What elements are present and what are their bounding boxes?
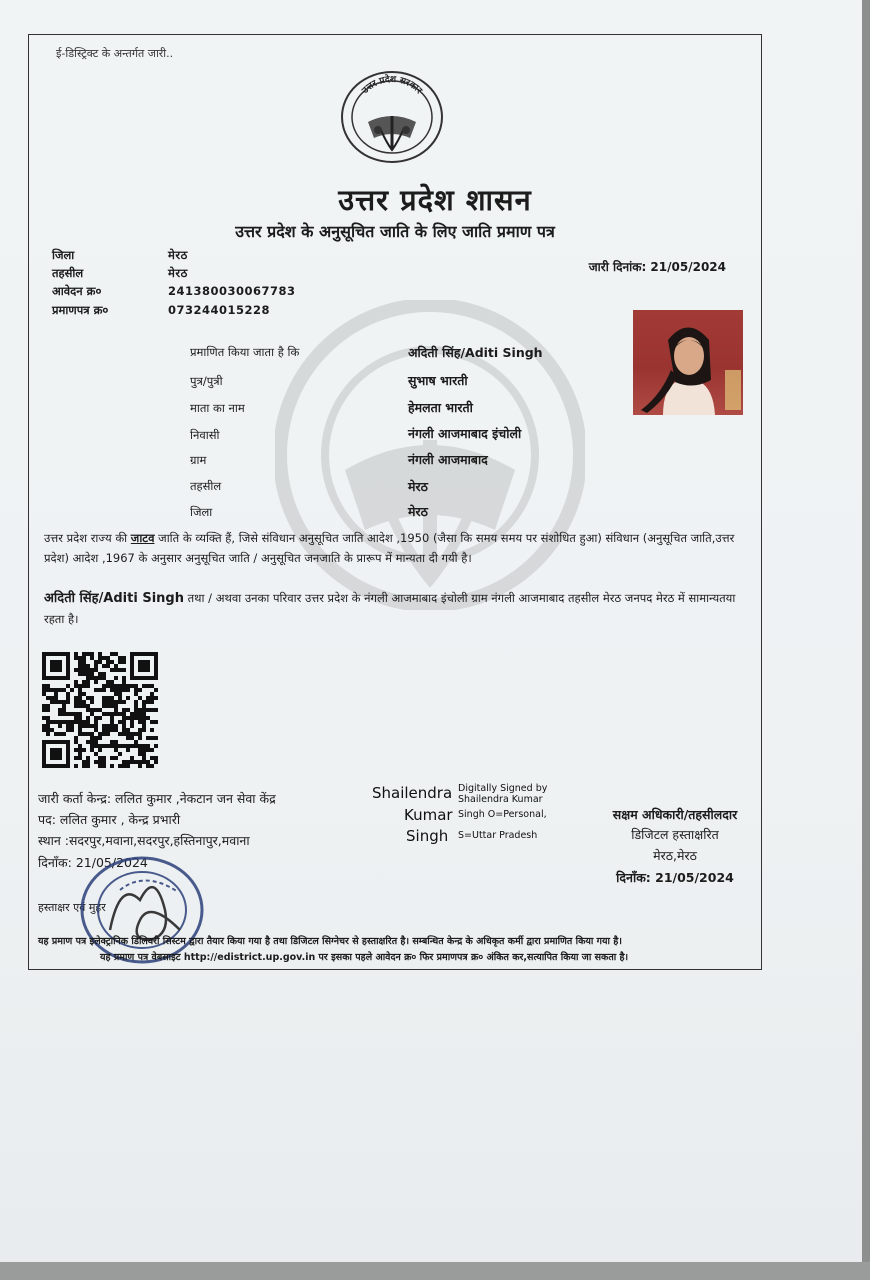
applicant-name-inline: अदिती सिंह/Aditi Singh	[44, 591, 184, 606]
detail-label: प्रमाणित किया जाता है कि	[190, 345, 300, 359]
signature-note-1: Digitally Signed by	[458, 783, 548, 794]
application-number-value: 241380030067783	[168, 284, 296, 298]
signature-note-2: Shailendra Kumar	[458, 794, 543, 805]
district-value: मेरठ	[168, 248, 188, 262]
tehsil-label: तहसील	[52, 266, 84, 280]
certificate-number-label: प्रमाणपत्र क्र०	[52, 303, 109, 317]
village: नंगली आजमाबाद	[408, 452, 488, 467]
text-segment: उत्तर प्रदेश राज्य की	[44, 531, 131, 545]
certificate-number-value: 073244015228	[168, 303, 271, 317]
page-edge-shadow	[0, 1262, 870, 1280]
government-title: उत्तर प्रदेश शासन	[338, 183, 532, 217]
designation: पद: ललित कुमार , केन्द्र प्रभारी	[38, 812, 181, 827]
tehsil-value: मेरठ	[168, 266, 188, 280]
digital-signature	[372, 782, 562, 852]
detail-label: जिला	[190, 505, 213, 519]
up-govt-emblem-icon	[340, 70, 444, 164]
emblem-text: उत्तर प्रदेश सरकार	[360, 74, 424, 97]
top-note: ई-डिस्ट्रिक्ट के अन्तर्गत जारी..	[56, 47, 174, 60]
detail-label: तहसील	[190, 479, 222, 493]
district-label: जिला	[52, 248, 75, 262]
detail-label: ग्राम	[190, 453, 207, 467]
mother-name: हेमलता भारती	[408, 400, 473, 415]
signature-note-3: Singh O=Personal,	[458, 809, 547, 820]
sign-and-seal-label: हस्ताक्षर एवं मुहर	[38, 901, 106, 914]
caste-declaration	[44, 528, 756, 568]
detail-label: निवासी	[190, 428, 220, 442]
issue-date-right: दिनाँक: 21/05/2024	[616, 870, 734, 885]
detail-label: पुत्र/पुत्री	[190, 374, 223, 388]
issue-date-left: दिनाँक: 21/05/2024	[38, 855, 148, 870]
signature-note-4: S=Uttar Pradesh	[458, 830, 538, 841]
issue-date: जारी दिनांक: 21/05/2024	[588, 260, 726, 274]
residence-declaration	[44, 588, 756, 629]
parent-name: सुभाष भारती	[408, 373, 468, 388]
applicant-name: अदिती सिंह/Aditi Singh	[408, 345, 543, 360]
qr-code	[40, 652, 160, 768]
resident-of: नंगली आजमाबाद इंचोली	[408, 426, 522, 441]
competent-authority: सक्षम अधिकारी/तहसीलदार	[612, 807, 738, 822]
certificate-title: उत्तर प्रदेश के अनुसूचित जाति के लिए जाति प्रमाण पत्र	[235, 222, 555, 241]
signer-name-line3: Singh	[406, 827, 449, 845]
caste-name: जाटव	[130, 531, 155, 545]
text-segment: जाति के व्यक्ति हैं, जिसे संविधान अनुसूचित जाति आदेश ,1950 (जैसा कि समय समय पर संशोधित हुआ) संविधान (अनुसूचित जाति,उत्तर प्रदेश) आदेश ,1967 के अनुसार अनुसूचित जाति / अनुसूचित जनजाति के प्रारूप में मान्यता दी गयी है।	[44, 531, 735, 565]
digitally-signed-label: डिजिटल हस्ताक्षरित	[631, 827, 719, 842]
applicant-photo	[633, 310, 743, 415]
tehsil: मेरठ	[408, 479, 428, 494]
signer-name-line1: Shailendra	[372, 784, 453, 802]
issuing-center: जारी कर्ता केन्द्र: ललित कुमार ,नेकटान जन सेवा केंद्र	[38, 791, 276, 806]
disclaimer-line1: यह प्रमाण पत्र इलेक्ट्रानिक डिलिवरी सिस्टम द्वारा तैयार किया गया है तथा डिजिटल सिग्नेचर से हस्ताक्षरित है। सम्बन्धित केन्द्र के अधिकृत कर्मी द्वारा प्रमाणित किया गया है।	[38, 936, 622, 947]
page-edge-shadow	[862, 0, 870, 1280]
text-segment: तथा / अथवा उनका परिवार उत्तर प्रदेश के नंगली आजमाबाद इंचोली ग्राम नंगली आजमाबाद तहसील मेरठ जनपद मेरठ में सामान्यतया रहता है।	[44, 591, 736, 626]
signer-name-line2: Kumar	[404, 806, 453, 824]
place: स्थान :सदरपुर,मवाना,सदरपुर,हस्तिनापुर,मवाना	[38, 833, 250, 848]
disclaimer-line2: यह प्रमाण पत्र वेबसाइट http://edistrict.up.gov.in पर इसका पहले आवेदन क्र० फिर प्रमाणपत्र क्र० अंकित कर,सत्यापित किया जा सकता है।	[100, 952, 629, 963]
officer-location: मेरठ,मेरठ	[653, 848, 697, 863]
district: मेरठ	[408, 504, 428, 519]
application-number-label: आवेदन क्र०	[52, 284, 102, 298]
detail-label: माता का नाम	[190, 401, 245, 415]
